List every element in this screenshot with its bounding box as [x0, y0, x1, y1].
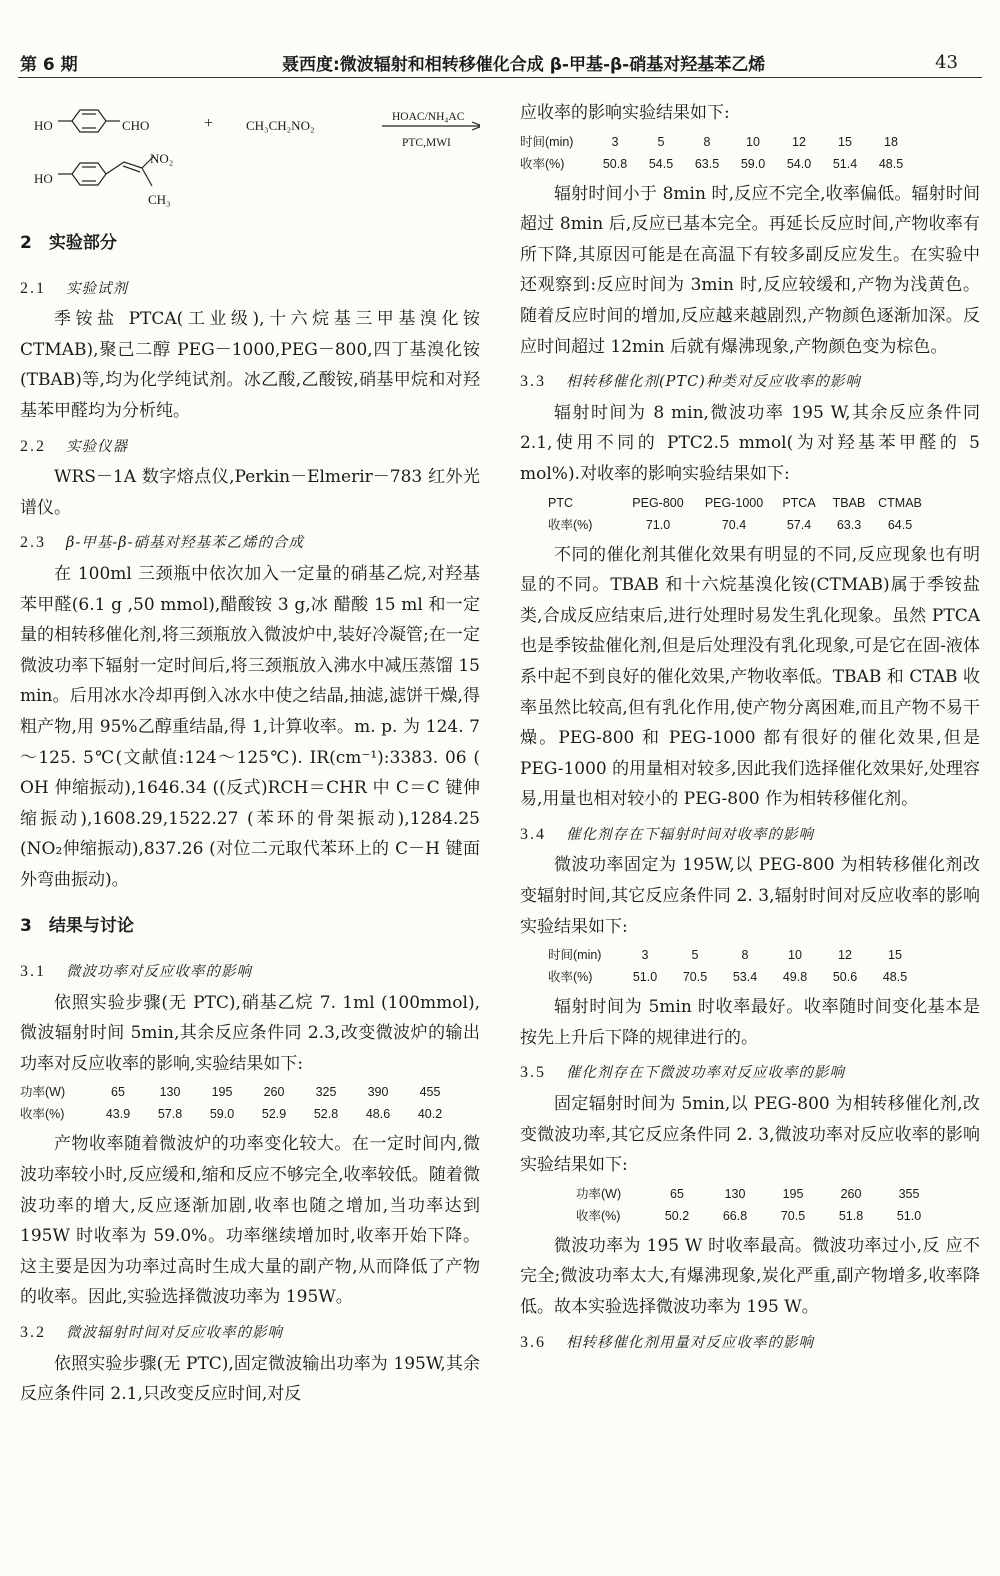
subsection-3-3-heading: [520, 366, 980, 398]
table-cell: PEG-1000: [704, 495, 764, 510]
paragraph-3-2-discussion: 辐射时间小于 8min 时,反应不完全,收率偏低。辐射时间超过 8min 后,反应已基本完全。再延长反应时间,产物收率有所下降,其原因可能是在高温下有较多副反应发生。在实验中还观察到:反应时间为 3min 时,反应较缓和,产物为浅黄色。随着反应时间的增加,反应越来越剧烈,产物颜色逐渐加深。反应时间超过 12min 后就有爆沸现象,产物颜色变为棕色。: [520, 183, 980, 357]
scheme-nitroethane: CH₃CH₂NO₂: [246, 118, 315, 133]
table-cell: 63.3: [836, 517, 862, 532]
table-header: 功率(W): [20, 1085, 66, 1100]
table-cell: PEG-800: [632, 495, 684, 510]
table-cell: 48.5: [878, 156, 904, 171]
subsection-2-2-heading: [20, 431, 480, 463]
table-cell: 63.5: [694, 156, 720, 171]
table-cell: 59.0: [209, 1107, 235, 1122]
table-power-yield-ptc: [576, 1183, 938, 1227]
subsection-title: 催化剂存在下辐射时间对收率的影响: [566, 826, 814, 843]
table-cell: 50.6: [832, 970, 858, 985]
table-cell: 8: [703, 134, 711, 149]
table-header: 收率(%): [548, 517, 593, 532]
subsection-number: 3.1: [20, 963, 46, 981]
subsection-number: 3.5: [520, 1064, 546, 1082]
subsection-number: 3.6: [520, 1333, 546, 1351]
table-cell: 355: [898, 1186, 920, 1201]
subsection-number: 3.3: [520, 373, 546, 391]
page-number: 43: [935, 52, 958, 73]
table-cell: 15: [888, 948, 902, 963]
paragraph-3-1: 依照实验步骤(无 PTC),硝基乙烷 7. 1ml (100mmol),微波辐射时间 5min,其余反应条件同 2.3,改变微波炉的输出功率对反应收率的影响,实验结果如下:: [20, 992, 480, 1074]
table-row: [520, 153, 914, 175]
subsection-number: 2.1: [20, 279, 46, 297]
table-cell: 12: [792, 134, 806, 149]
table-cell: 10: [746, 134, 760, 149]
table-cell: 455: [419, 1085, 441, 1100]
table-row: [576, 1205, 938, 1227]
table-cell: 65: [670, 1186, 684, 1201]
table-row: [548, 492, 928, 514]
subsection-title: 相转移催化剂用量对反应收率的影响: [566, 1334, 814, 1351]
table-cell: 54.5: [648, 156, 674, 171]
table-cell: 43.9: [105, 1107, 131, 1122]
right-column: [520, 98, 980, 1358]
scheme-ho-1: HO: [34, 118, 53, 133]
table-cell: 260: [263, 1085, 285, 1100]
scheme-arrow-bottom: PTC,MWI: [402, 137, 451, 149]
paragraph-3-5-discussion: 微波功率为 195 W 时收率最高。微波功率过小,反 应不完全;微波功率太大,有爆沸现象,炭化严重,副产物增多,收率降低。故本实验选择微波功率为 195 W。: [520, 1235, 980, 1317]
table-cell: 48.5: [882, 970, 908, 985]
table-ptc-yield: [548, 492, 928, 536]
table-header: PTC: [548, 495, 573, 510]
table-cell: 10: [788, 948, 802, 963]
table-cell: 57.4: [786, 517, 812, 532]
table-cell: 51.8: [838, 1208, 864, 1223]
paragraph-3-3-discussion: 不同的催化剂其催化效果有明显的不同,反应现象也有明显的不同。TBAB 和十六烷基溴化铵(CTMAB)属于季铵盐类,合成反应结束后,进行处理时易发生乳化现象。虽然 PTCA 也是季铵盐催化剂,但是后处理没有乳化现象,可是它在固-液体系中起不到良好的催化效果,产物收率低。TBAB 和 CTAB 收率虽然比较高,但有乳化作用,使产物分离困难,而且产物不易干燥。PEG-800 和 PEG-1000 都有很好的催化效果,但是 PEG-1000 的用量相对较多,因此我们选择催化效果好,处理容易,用量也相对较小的 PEG-800 作为相转移催化剂。: [520, 544, 980, 810]
subsection-number: 3.2: [20, 1324, 46, 1341]
header-rule: [18, 77, 982, 78]
table-cell: 70.4: [721, 517, 747, 532]
paragraph-3-4-discussion: 辐射时间为 5min 时收率最好。收率随时间变化基本是按先上升后下降的规律进行的。: [520, 997, 980, 1048]
table-header: 时间(min): [548, 948, 602, 963]
table-cell: 130: [159, 1085, 181, 1100]
subsection-title: 相转移催化剂(PTC)种类对反应收率的影响: [566, 374, 861, 391]
table-time-yield-ptc: [548, 944, 920, 988]
table-header: 收率(%): [548, 970, 593, 985]
table-cell: 51.4: [832, 156, 858, 171]
table-row: [20, 1081, 456, 1103]
subsection-number: 3.4: [520, 825, 546, 843]
subsection-number: 2.2: [20, 437, 46, 455]
table-cell: 65: [111, 1085, 125, 1100]
table-header: 功率(W): [576, 1186, 622, 1201]
table-cell: 70.5: [682, 970, 708, 985]
table-cell: 51.0: [896, 1208, 922, 1223]
paragraph-2-1: 季铵盐 PTCA(工业级),十六烷基三甲基溴化铵 CTMAB),聚己二醇 PEG－1000,PEG－800,四丁基溴化铵(TBAB)等,均为化学纯试剂。冰乙酸,乙酸铵,硝基甲烷和对羟基苯甲醛均为分析纯。: [20, 309, 480, 421]
paragraph-3-5: 固定辐射时间为 5min,以 PEG-800 为相转移催化剂,改变微波功率,其它反应条件同 2. 3,微波功率对反应收率的影响实验结果如下:: [520, 1094, 980, 1176]
section-3-heading: 3 结果与讨论: [20, 916, 134, 937]
paragraph-3-3: 辐射时间为 8 min,微波功率 195 W,其余反应条件同 2.1,使用不同的 PTC2.5 mmol(为对羟基苯甲醛的 5 mol%).对收率的影响实验结果如下:: [520, 402, 980, 484]
paragraph-3-1-discussion: 产物收率随着微波炉的功率变化较大。在一定时间内,微波功率较小时,反应缓和,缩和反应不够完全,收率较低。随着微波功率的增大,反应逐渐加剧,收率也随之增加,当功率达到 195W 时收率为 59.0%。功率继续增加时,收率开始下降。这主要是因为功率过高时生成大量的副产物,从而降低了产物的收率。因此,实验选择微波功率为 195W。: [20, 1134, 480, 1308]
table-cell: 48.6: [365, 1107, 391, 1122]
table-cell: CTMAB: [878, 495, 922, 510]
table-cell: 195: [211, 1085, 233, 1100]
paragraph-3-2-continued: 应收率的影响实验结果如下:: [520, 103, 730, 123]
subsection-title: 催化剂存在下微波功率对反应收率的影响: [566, 1065, 845, 1082]
table-cell: 12: [838, 948, 852, 963]
table-row: [20, 1103, 456, 1125]
reaction-scheme: [20, 96, 480, 214]
subsection-3-5-heading: [520, 1057, 980, 1089]
table-cell: 3: [641, 948, 649, 963]
table-cell: 57.8: [157, 1107, 183, 1122]
subsection-3-1-heading: [20, 956, 480, 988]
paragraph-3-4: 微波功率固定为 195W,以 PEG-800 为相转移催化剂改变辐射时间,其它反应条件同 2. 3,辐射时间对反应收率的影响实验结果如下:: [520, 855, 980, 937]
table-cell: 5: [691, 948, 699, 963]
running-header: [20, 44, 980, 80]
table-cell: 53.4: [732, 970, 758, 985]
paragraph-2-2: WRS－1A 数字熔点仪,Perkin－Elmerir－783 红外光谱仪。: [20, 467, 480, 518]
scheme-arrow-top: HOAC/NH₄AC: [392, 111, 465, 123]
subsection-3-6-heading: [520, 1327, 980, 1359]
table-row: [576, 1183, 938, 1205]
subsection-2-3-heading: [20, 527, 480, 559]
table-cell: 52.8: [313, 1107, 339, 1122]
table-time-yield: [520, 131, 914, 175]
table-cell: 18: [884, 134, 898, 149]
table-cell: 15: [838, 134, 852, 149]
section-2-heading: 2 实验部分: [20, 233, 117, 253]
running-title: 聂西度:微波辐射和相转移催化合成 β-甲基-β-硝基对羟基苯乙烯: [282, 55, 766, 75]
table-cell: 49.8: [782, 970, 808, 985]
table-cell: 40.2: [417, 1107, 443, 1122]
subsection-number: 2.3: [20, 534, 46, 552]
table-row: [548, 514, 928, 536]
table-cell: 64.5: [887, 517, 913, 532]
subsection-3-4-heading: [520, 819, 980, 851]
paragraph-2-3: 在 100ml 三颈瓶中依次加入一定量的硝基乙烷,对羟基苯甲醛(6.1 g ,50 mmol),醋酸铵 3 g,冰 醋酸 15 ml 和一定量的相转移催化剂,将三颈瓶放入微波炉中,装好冷凝管;在一定微波功率下辐射一定时间后,将三颈瓶放入沸水中减压蒸馏 15 min。后用冰水冷却再倒入冰水中使之结晶,抽滤,滤饼干燥,得粗产物,用 95%乙醇重结晶,得 1,计算收率。m. p. 为 124. 7～125. 5℃(文献值:124～125℃). IR(cm⁻¹):3383. 06 ( OH 伸缩振动),1646.34 ((反式)RCH＝CHR 中 C＝C 键伸缩振动),1608.29,1522.27 (苯环的骨架振动),1284.25 (NO₂伸缩振动),837.26 (对位二元取代苯环上的 C－H 键面外弯曲振动)。: [20, 563, 480, 890]
scheme-no2: NO₂: [150, 151, 174, 166]
table-cell: 51.0: [632, 970, 658, 985]
table-cell: 54.0: [786, 156, 812, 171]
table-cell: 71.0: [645, 517, 671, 532]
table-row: [520, 131, 914, 153]
table-cell: 195: [782, 1186, 804, 1201]
table-cell: 70.5: [780, 1208, 806, 1223]
table-header: 时间(min): [520, 134, 574, 149]
table-cell: 130: [724, 1186, 746, 1201]
subsection-title: 实验试剂: [66, 280, 128, 297]
table-row: [548, 944, 920, 966]
issue-number: 第 6 期: [20, 55, 78, 75]
subsection-title: 微波辐射时间对反应收率的影响: [66, 1325, 283, 1341]
scheme-cho: CHO: [122, 118, 150, 133]
table-row: [548, 966, 920, 988]
table-cell: 50.2: [664, 1208, 690, 1223]
table-header: 收率(%): [520, 156, 565, 171]
subsection-title: 微波功率对反应收率的影响: [66, 964, 252, 981]
table-cell: 260: [840, 1186, 862, 1201]
table-cell: 8: [741, 948, 749, 963]
table-power-yield: [20, 1081, 456, 1125]
table-cell: 5: [657, 134, 665, 149]
paragraph-3-2: 依照实验步骤(无 PTC),固定微波输出功率为 195W,其余反应条件同 2.1,只改变反应时间,对反: [20, 1353, 480, 1405]
table-cell: TBAB: [832, 495, 866, 510]
table-cell: 3: [611, 134, 619, 149]
table-cell: 52.9: [261, 1107, 287, 1122]
subsection-title: β-甲基-β-硝基对羟基苯乙烯的合成: [66, 535, 304, 552]
scheme-ch3: CH₃: [148, 192, 171, 207]
scheme-ho-2: HO: [34, 171, 53, 186]
table-cell: 390: [367, 1085, 389, 1100]
table-cell: 50.8: [602, 156, 628, 171]
subsection-title: 实验仪器: [66, 438, 128, 455]
table-cell: 66.8: [722, 1208, 748, 1223]
scheme-plus: +: [204, 115, 214, 132]
left-column: [20, 96, 480, 1410]
table-cell: 325: [315, 1085, 337, 1100]
subsection-2-1-heading: [20, 273, 480, 305]
table-cell: PTCA: [782, 495, 816, 510]
table-cell: 59.0: [740, 156, 766, 171]
table-header: 收率(%): [20, 1107, 65, 1122]
table-header: 收率(%): [576, 1208, 621, 1223]
subsection-3-2-heading: [20, 1317, 480, 1349]
